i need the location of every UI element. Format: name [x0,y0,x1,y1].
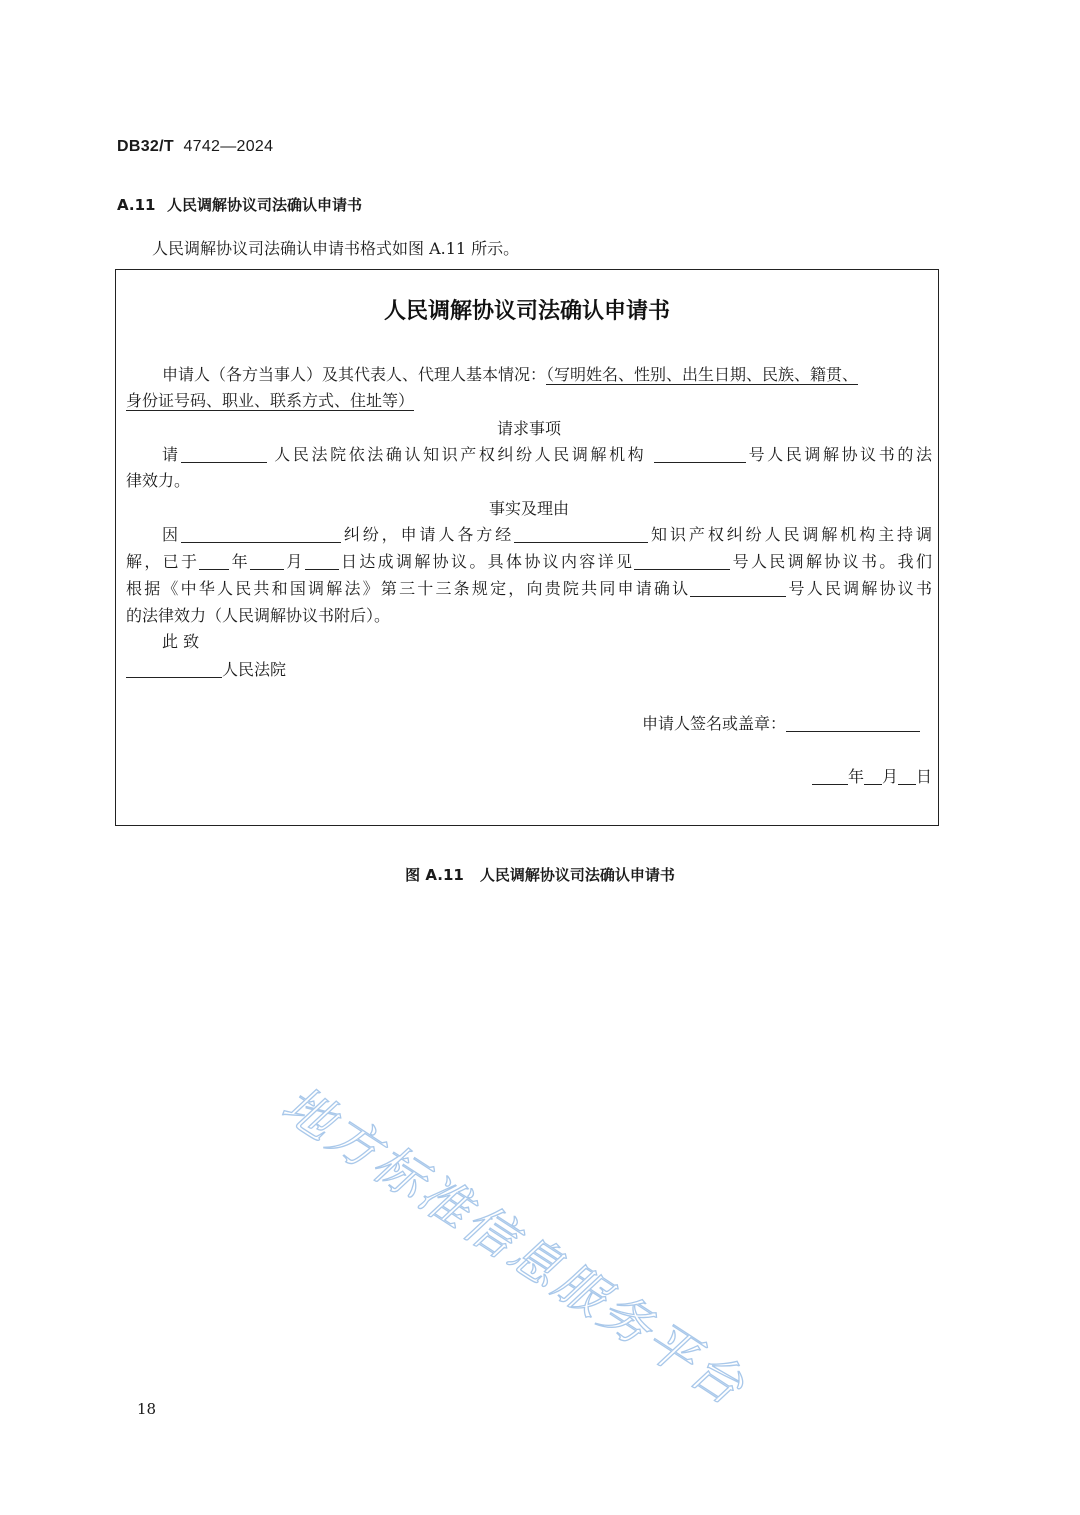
applicant-hint-2: 身份证号码、职业、联系方式、住址等） [126,391,415,410]
date-line: 年 月 日 [126,764,932,790]
facts-line-4: 的法律效力（人民调解协议书附后）。 [126,606,391,625]
agreement-no-blank[interactable] [654,444,746,463]
figure-caption [0,864,1080,885]
facts-line-3: 根据《中华人民共和国调解法》第三十三条规定，向贵院共同申请确认 号人民调解协议书 [126,579,932,598]
applicant-line-1 [126,362,932,388]
sign-day-blank[interactable] [898,766,916,785]
sign-month-blank[interactable] [864,766,882,785]
applicant-hint-1: （写明姓名、性别、出生日期、民族、籍贯、 [546,365,859,384]
standard-prefix: DB32/T [117,138,174,155]
request-heading: 请求事项 [496,419,561,438]
agreement-no-blank-3[interactable] [690,578,786,597]
dispute-blank[interactable] [181,524,341,543]
closing: 此 致 [162,632,200,651]
standard-number: 4742—2024 [183,138,274,155]
court-line: 人民法院 [126,657,932,683]
year-blank[interactable] [199,551,229,570]
form-frame [115,269,939,826]
mediation-org-blank[interactable] [514,524,648,543]
applicant-line-2 [126,388,932,414]
signature-line [126,711,920,737]
court-blank[interactable] [126,659,222,678]
figure-title: 人民调解协议司法确认申请书 [479,866,675,884]
figure-number: 图 A.11 [405,866,464,884]
facts-heading: 事实及理由 [488,499,569,518]
section-number: A.11 [117,196,156,214]
intro-paragraph: 人民调解协议司法确认申请书格式如图 A.11 所示。 [152,239,520,258]
section-title: 人民调解协议司法确认申请书 [167,196,363,214]
facts-line-1: 因 纠纷，申请人各方经 知识产权纠纷人民调解机构主持调 [162,525,932,544]
sign-year-blank[interactable] [812,766,848,785]
request-line-2: 律效力。 [126,471,191,490]
court-name-blank[interactable] [181,444,267,463]
section-heading [117,194,362,215]
applicant-label: 申请人（各方当事人）及其代表人、代理人基本情况： [162,365,547,384]
watermark: 地方标准信息服务平台 [272,1075,757,1418]
facts-line-2: 解，已于 年 月 日达成调解协议。具体协议内容详见 号人民调解协议书。我们 [126,552,932,571]
agreement-no-blank-2[interactable] [634,551,730,570]
form-title: 人民调解协议司法确认申请书 [383,299,670,324]
day-blank[interactable] [305,551,339,570]
request-line-1: 请 人民法院依法确认知识产权纠纷人民调解机构 号人民调解协议书的法 [162,445,932,464]
page-number: 18 [137,1400,157,1418]
month-blank[interactable] [250,551,284,570]
standard-code [117,138,273,156]
signature-label: 申请人签名或盖章： [641,714,786,733]
signature-blank[interactable] [786,713,920,732]
